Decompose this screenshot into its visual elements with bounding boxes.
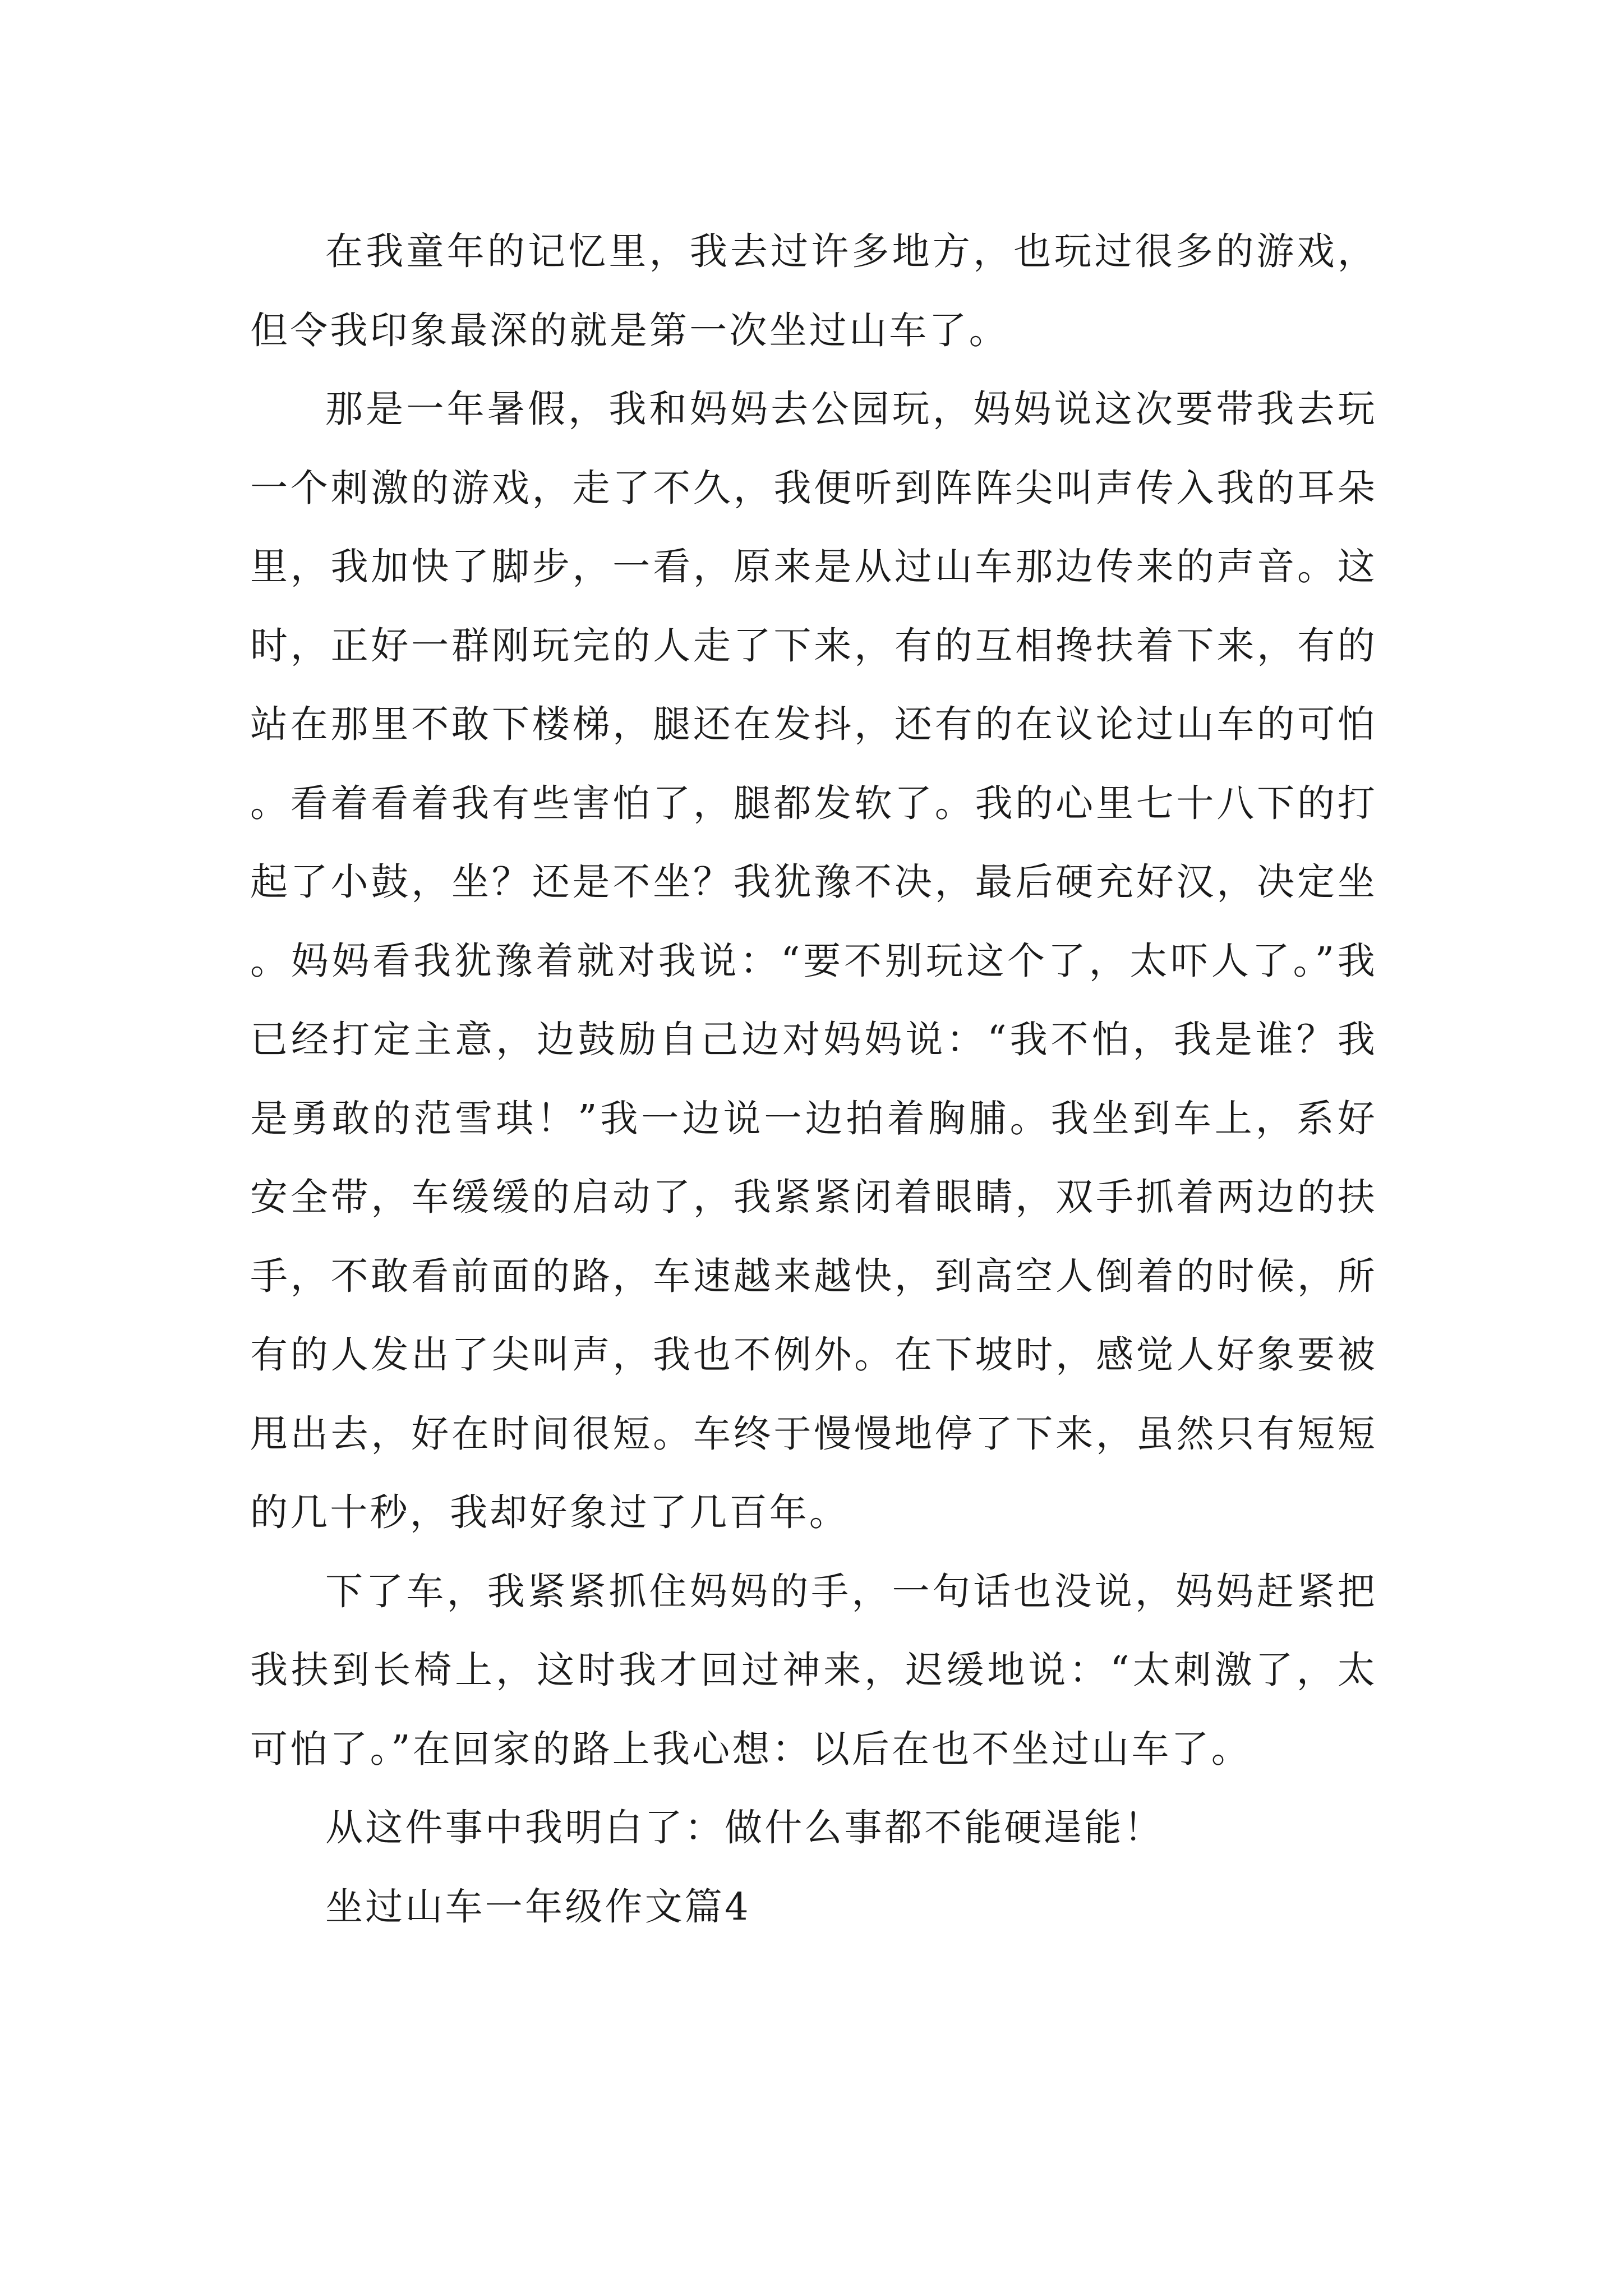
paragraph-lesson: 从这件事中我明白了：做什么事都不能硬逞能！: [325, 1806, 1164, 1849]
document-body: [250, 212, 1377, 1946]
paragraph-after-ride: 下了车，我紧紧抓住妈妈的手，一句话也没说，妈妈赶紧把我扶到长椅上，这时我才回过神来，迟缓地说：“太刺激了，太可怕了。”在回家的路上我心想：以后在也不坐过山车了。: [250, 1569, 1377, 1771]
paragraph-intro: 在我童年的记忆里，我去过许多地方，也玩过很多的游戏，但令我印象最深的就是第一次坐过山车了。: [250, 229, 1377, 352]
section-heading: 坐过山车一年级作文篇4: [325, 1884, 751, 1929]
paragraph-story: 那是一年暑假，我和妈妈去公园玩，妈妈说这次要带我去玩一个刺激的游戏，走了不久，我便听到阵阵尖叫声传入我的耳朵里，我加快了脚步，一看，原来是从过山车那边传来的声音。这时，正好一群刚玩完的人走了下来，有的互相搀扶着下来，有的站在那里不敢下楼梯，腿还在发抖，还有的在议论过山车的可怕。看着看着我有些害怕了，腿都发软了。我的心里七十八下的打起了小鼓，坐？还是不坐？我犹豫不决，最后硬充好汉，决定坐。妈妈看我犹豫着就对我说：“要不别玩这个了，太吓人了。”我已经打定主意，边鼓励自己边对妈妈说：“我不怕，我是谁？我是勇敢的范雪琪！”我一边说一边拍着胸脯。我坐到车上，系好安全带，车缓缓的启动了，我紧紧闭着眼睛，双手抓着两边的扶手，不敢看前面的路，车速越来越快，到高空人倒着的时候，所有的人发出了尖叫声，我也不例外。在下坡时，感觉人好象要被甩出去，好在时间很短。车终于慢慢地停了下来，虽然只有短短的几十秒，我却好象过了几百年。: [250, 387, 1377, 1534]
